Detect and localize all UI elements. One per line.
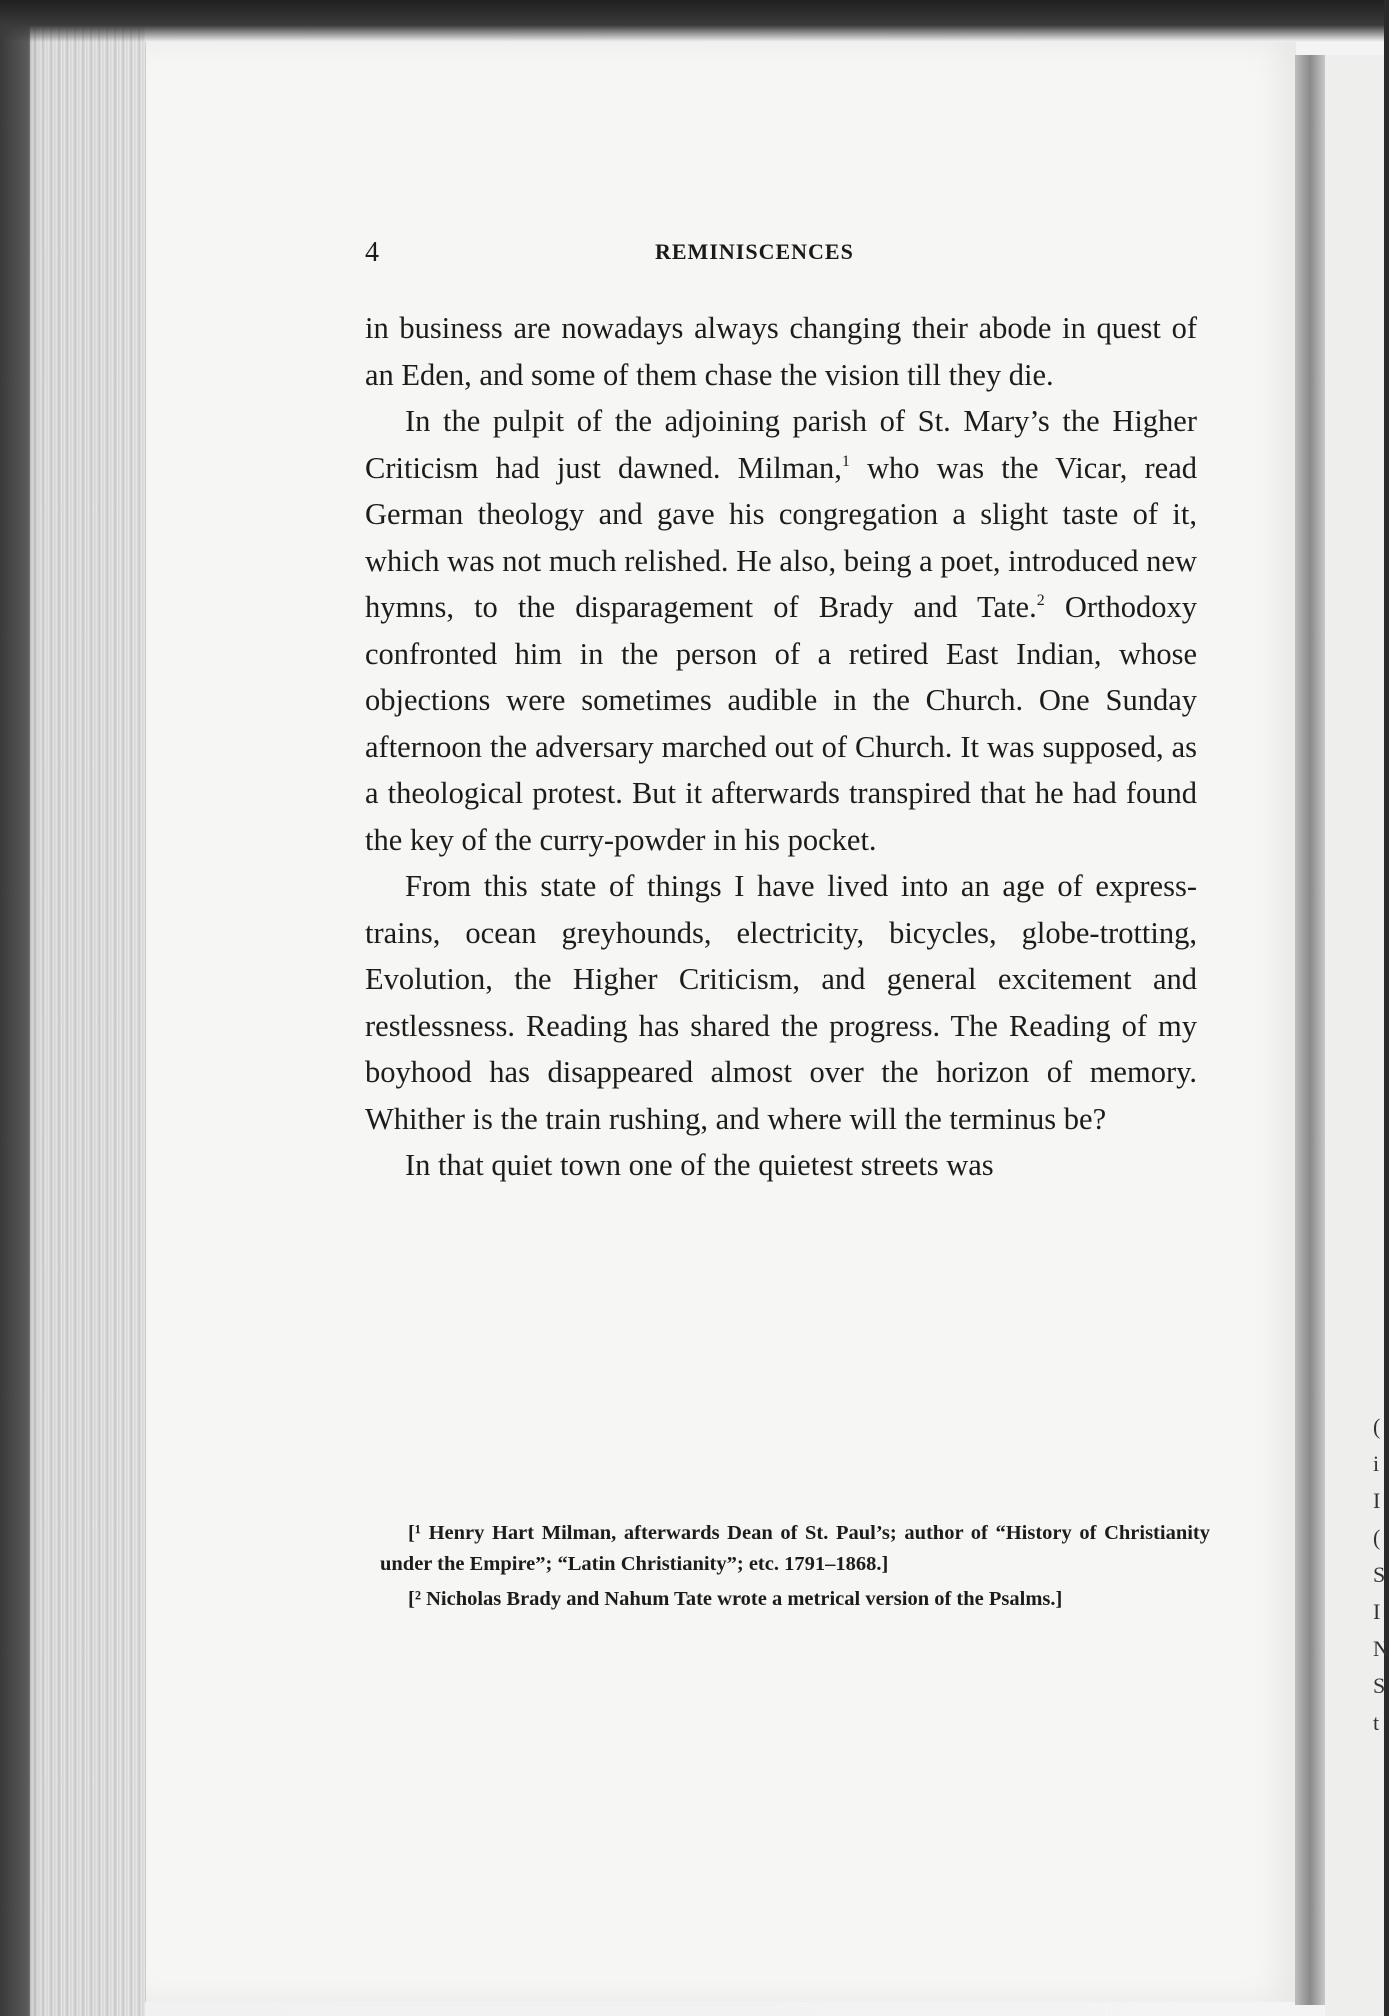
page-number: 4: [365, 237, 379, 268]
paragraph-quiet-town: In that quiet town one of the quietest streets was: [405, 1148, 994, 1182]
footnote-ref-2: 2: [1036, 592, 1045, 609]
fragment: (: [1373, 1414, 1381, 1439]
fragment: N: [1373, 1636, 1389, 1661]
scanner-top-shadow: [0, 0, 1384, 42]
text-run: Orthodoxy confronted him in the person of a retired East Indian, whose objections were sometimes audible in the Church. One Sunday afternoon the adversary marched out of Church. It was supposed, as a theological protest. But it afterwards transpired that he had found the key of the curry-powder in his pocket.: [365, 590, 1197, 857]
footnotes: [380, 1518, 1210, 1619]
fragment: t: [1373, 1710, 1380, 1735]
footnote-2: [² Nicholas Brady and Nahum Tate wrote a metrical version of the Psalms.]: [408, 1588, 1063, 1610]
running-head: REMINISCENCES: [655, 239, 854, 264]
fragment: S: [1373, 1562, 1386, 1587]
paragraph-st-marys: [365, 398, 1197, 863]
footnote-1: [¹ Henry Hart Milman, afterwards Dean of St. Paul’s; author of “History of Christianity under the Empire”; “Latin Christianity”; etc. 1791–1868.]: [380, 1522, 1210, 1575]
page-header: [365, 237, 1185, 273]
footnote-ref-1: 1: [841, 452, 850, 470]
paragraph-age-of-progress: From this state of things I have lived into an age of express-trains, ocean greyhounds, electricity, bicycles, globe-trotting, Evolution, the Higher Criticism, and general excitement and restlessness. Reading has shared the progress. The Reading of my boyhood has disappeared almost over the horizon of memory. Whither is the train rushing, and where will the terminus be?: [365, 869, 1197, 1136]
text-run: In the pulpit of the adjoining parish of St. Mary’s the Higher Criticism had just dawned. Milman,: [365, 404, 1197, 485]
fragment: I: [1373, 1488, 1381, 1513]
fragment: S: [1373, 1673, 1386, 1698]
paragraph-continued: in business are nowadays always changing their abode in quest of an Eden, and some of them chase the vision till they die.: [365, 311, 1197, 392]
book-gutter-shadow: [1295, 55, 1325, 2005]
adjacent-page-text-fragments: [1373, 1408, 1389, 1741]
fragment: (: [1373, 1525, 1381, 1550]
text-run: who was the Vicar, read German theology and gave his congregation a slight taste of it, which was not much relished. He also, being a poet, introduced new hymns, to the disparagement of Brady and Tate.: [365, 450, 1197, 624]
fragment: I: [1373, 1599, 1381, 1624]
book-page-edges: [30, 0, 145, 2016]
fragment: i: [1373, 1451, 1380, 1476]
body-text: [365, 305, 1197, 1189]
